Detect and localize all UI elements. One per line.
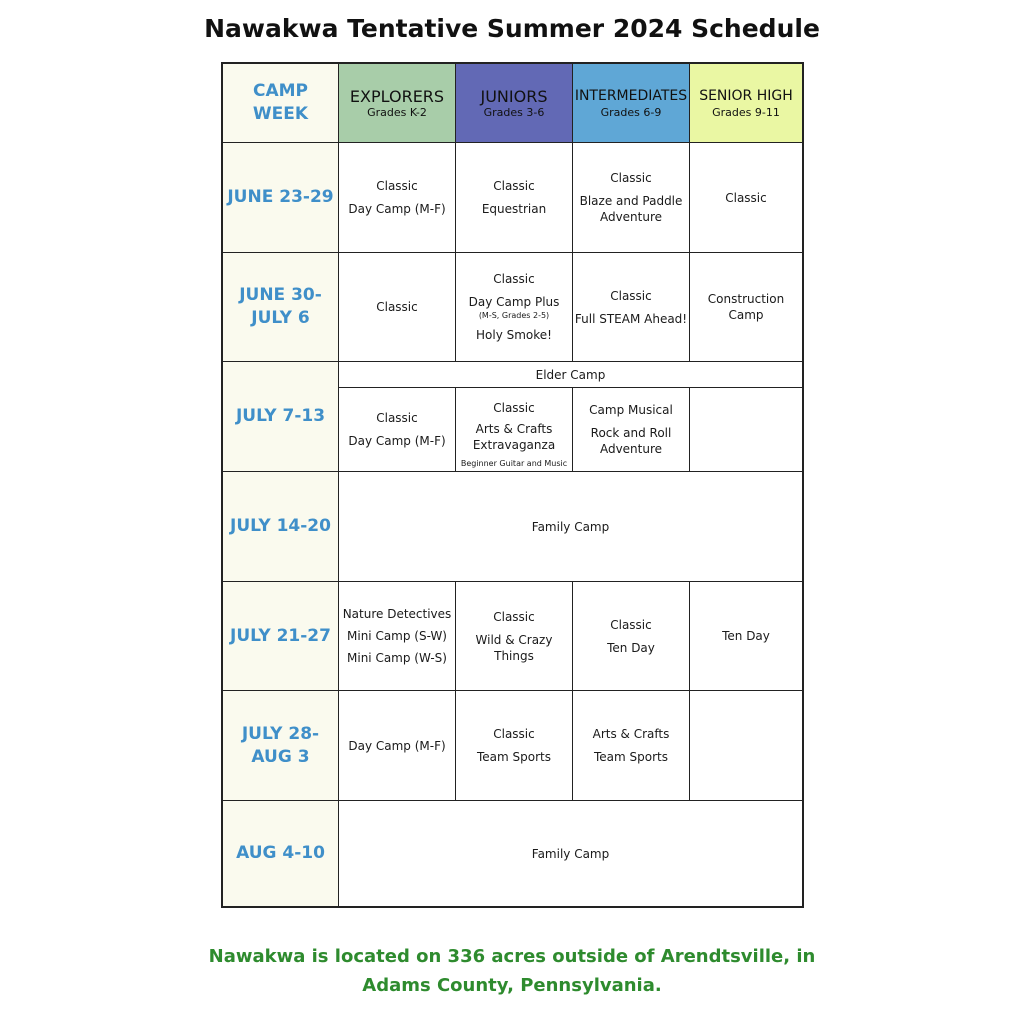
- w1-intermediates: [573, 143, 690, 253]
- entry: Arts & Crafts: [592, 727, 670, 741]
- w3-senior: [690, 388, 802, 472]
- header-juniors: [456, 64, 573, 143]
- header-intermediates: [573, 64, 690, 143]
- w5-juniors: [456, 582, 573, 691]
- w6-juniors: [456, 691, 573, 801]
- entry: Mini Camp (W-S): [347, 651, 447, 665]
- entry: Day Camp (M-F): [348, 202, 446, 216]
- header-intermediates-name: INTERMEDIATES: [574, 87, 688, 104]
- entry: Wild & Crazy Things: [475, 632, 553, 663]
- w1-juniors: [456, 143, 573, 253]
- entry: Classic: [493, 401, 535, 415]
- w3-elder-camp: [339, 362, 802, 388]
- entry: Arts & Crafts Extravaganza: [472, 422, 556, 452]
- entry: Classic: [493, 179, 535, 193]
- camp-week-header: CAMP WEEK: [223, 64, 339, 143]
- header-intermediates-grades: Grades 6-9: [600, 105, 662, 119]
- schedule-table: [221, 62, 804, 908]
- entry: Blaze and Paddle Adventure: [579, 194, 683, 224]
- entry: Classic: [493, 272, 535, 286]
- entry: Classic: [610, 171, 652, 185]
- w1-explorers: [339, 143, 456, 253]
- w2-juniors: [456, 253, 573, 362]
- w4-family-camp: [339, 472, 802, 582]
- header-juniors-grades: Grades 3-6: [483, 105, 545, 119]
- week-label: JULY 21-27: [223, 582, 339, 691]
- entry: Camp Musical: [589, 403, 673, 417]
- entry: Classic: [376, 300, 418, 314]
- w7-family-camp: [339, 801, 802, 906]
- w5-explorers: [339, 582, 456, 691]
- entry: Elder Camp: [535, 367, 606, 382]
- header-senior-high-name: SENIOR HIGH: [699, 87, 793, 104]
- week-label: JULY 14-20: [223, 472, 339, 582]
- week-label: JULY 7-13: [223, 362, 339, 472]
- entry: Construction Camp: [707, 292, 785, 322]
- week-label: JUNE 23-29: [223, 143, 339, 253]
- header-explorers-grades: Grades K-2: [367, 105, 427, 119]
- week-label: JUNE 30- JULY 6: [223, 253, 339, 362]
- entry: Classic: [610, 617, 652, 632]
- entry-note: Beginner Guitar and Music: [460, 459, 568, 468]
- header-senior-high-grades: Grades 9-11: [712, 105, 780, 119]
- w6-explorers: [339, 691, 456, 801]
- week-label: JULY 28- AUG 3: [223, 691, 339, 801]
- w5-senior: [690, 582, 802, 691]
- entry: Holy Smoke!: [476, 328, 552, 342]
- entry: Ten Day: [607, 640, 655, 655]
- entry: Family Camp: [531, 519, 610, 534]
- header-juniors-name: JUNIORS: [480, 86, 548, 106]
- w6-intermediates: [573, 691, 690, 801]
- entry: Classic: [376, 179, 418, 193]
- entry: Day Camp Plus: [468, 295, 560, 309]
- w3-juniors: [456, 388, 573, 472]
- header-senior-high: [690, 64, 802, 143]
- footer-location-note: Nawakwa is located on 336 acres outside of Arendtsville, in Adams County, Pennsylvania.: [208, 946, 816, 996]
- w2-intermediates: [573, 253, 690, 362]
- entry: Full STEAM Ahead!: [574, 311, 688, 326]
- w6-senior: [690, 691, 802, 801]
- entry: Classic: [725, 190, 767, 205]
- entry: Classic: [376, 411, 418, 425]
- w3-explorers: [339, 388, 456, 472]
- entry: Team Sports: [594, 750, 668, 764]
- entry: Nature Detectives: [342, 607, 452, 621]
- entry: Classic: [493, 609, 535, 624]
- entry: Mini Camp (S-W): [347, 629, 447, 643]
- entry: Classic: [610, 288, 652, 303]
- week-label: AUG 4-10: [223, 801, 339, 906]
- w5-intermediates: [573, 582, 690, 691]
- header-explorers-name: EXPLORERS: [349, 86, 445, 106]
- entry: Team Sports: [477, 750, 551, 764]
- entry: Equestrian: [481, 202, 547, 216]
- entry: Rock and Roll Adventure: [590, 426, 672, 456]
- entry-note: (M-S, Grades 2-5): [478, 311, 550, 320]
- entry: Classic: [493, 727, 535, 741]
- entry: Day Camp (M-F): [348, 434, 446, 448]
- header-explorers: [339, 64, 456, 143]
- entry: Ten Day: [722, 629, 770, 643]
- entry: Family Camp: [531, 846, 610, 861]
- w3-intermediates: [573, 388, 690, 472]
- w1-senior: [690, 143, 802, 253]
- w2-senior: [690, 253, 802, 362]
- entry: Day Camp (M-F): [348, 738, 446, 753]
- page-title: Nawakwa Tentative Summer 2024 Schedule: [204, 14, 820, 43]
- w2-explorers: [339, 253, 456, 362]
